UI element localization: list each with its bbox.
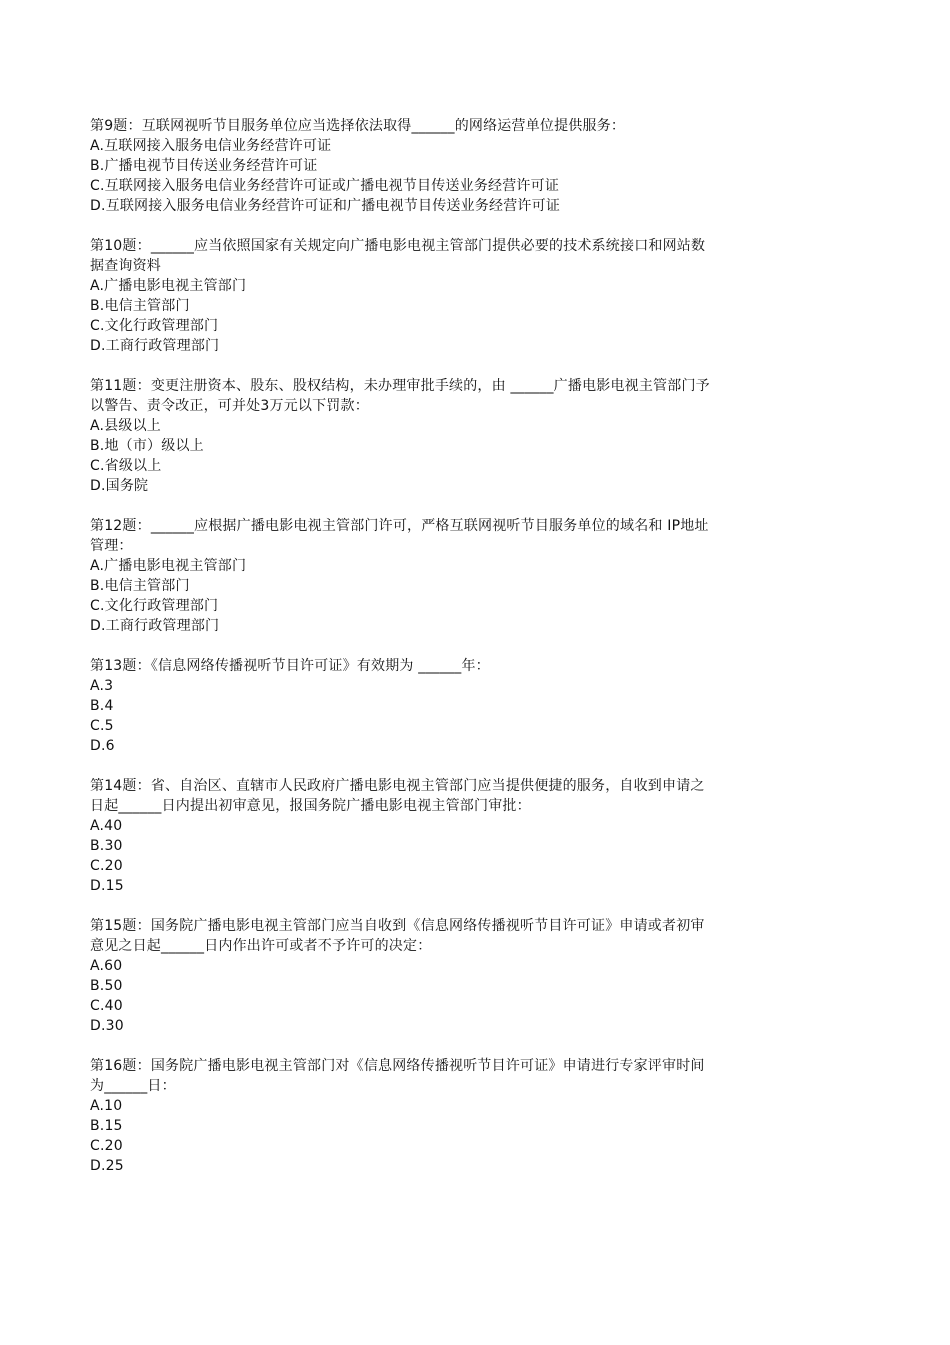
option-b: B.15 [90,1118,123,1134]
option-b: B.4 [90,698,114,714]
option-d: D.25 [90,1158,124,1174]
option-c: C.20 [90,858,123,874]
option-b: B.地（市）级以上 [90,438,204,454]
option-a: A.广播电影电视主管部门 [90,558,247,574]
question-text-continued: 为______日： [90,1078,176,1094]
question-13 [90,656,795,756]
question-text: 第16题：国务院广播电影电视主管部门对《信息网络传播视听节目许可证》申请进行专家评审时间 [90,1058,705,1074]
option-a: A.10 [90,1098,123,1114]
question-text-continued: 日起______日内提出初审意见，报国务院广播电影电视主管部门审批： [90,798,531,814]
option-b: B.广播电视节目传送业务经营许可证 [90,158,318,174]
question-text: 第11题：变更注册资本、股东、股权结构，未办理审批手续的，由 ______广播电影电视主管部门予 [90,378,710,394]
question-10 [90,236,795,356]
question-11 [90,376,795,496]
option-c: C.文化行政管理部门 [90,598,219,614]
question-9 [90,116,795,216]
question-14 [90,776,795,896]
option-d: D.30 [90,1018,124,1034]
question-text: 第10题：______应当依照国家有关规定向广播电影电视主管部门提供必要的技术系统接口和网站数 [90,238,706,254]
option-a: A.3 [90,678,114,694]
option-d: D.工商行政管理部门 [90,618,220,634]
option-b: B.30 [90,838,123,854]
option-a: A.互联网接入服务电信业务经营许可证 [90,138,332,154]
option-d: D.互联网接入服务电信业务经营许可证和广播电视节目传送业务经营许可证 [90,198,561,214]
question-text-continued: 意见之日起______日内作出许可或者不予许可的决定： [90,938,432,954]
option-d: D.6 [90,738,115,754]
option-c: C.20 [90,1138,123,1154]
option-a: A.县级以上 [90,418,161,434]
option-d: D.15 [90,878,124,894]
option-c: C.互联网接入服务电信业务经营许可证或广播电视节目传送业务经营许可证 [90,178,560,194]
option-c: C.文化行政管理部门 [90,318,219,334]
question-text-continued: 管理： [90,538,133,554]
question-text-continued: 以警告、责令改正，可并处3万元以下罚款： [90,398,369,414]
option-b: B.50 [90,978,123,994]
question-15 [90,916,795,1036]
question-text: 第12题：______应根据广播电影电视主管部门许可，严格互联网视听节目服务单位的域名和 IP地址 [90,518,709,534]
option-d: D.国务院 [90,478,149,494]
option-c: C.40 [90,998,123,1014]
question-text: 第9题：互联网视听节目服务单位应当选择依法取得______的网络运营单位提供服务： [90,118,626,134]
question-text: 第14题：省、自治区、直辖市人民政府广播电影电视主管部门应当提供便捷的服务，自收到申请之 [90,778,705,794]
option-a: A.广播电影电视主管部门 [90,278,247,294]
question-text: 第13题：《信息网络传播视听节目许可证》有效期为 ______年： [90,658,490,674]
option-c: C.5 [90,718,114,734]
option-b: B.电信主管部门 [90,298,190,314]
option-a: A.60 [90,958,123,974]
option-b: B.电信主管部门 [90,578,190,594]
question-12 [90,516,795,636]
question-16 [90,1056,795,1176]
question-text: 第15题：国务院广播电影电视主管部门应当自收到《信息网络传播视听节目许可证》申请或者初审 [90,918,705,934]
document-page [90,116,795,1196]
question-text-continued: 据查询资料 [90,258,161,274]
option-c: C.省级以上 [90,458,162,474]
option-a: A.40 [90,818,123,834]
option-d: D.工商行政管理部门 [90,338,220,354]
